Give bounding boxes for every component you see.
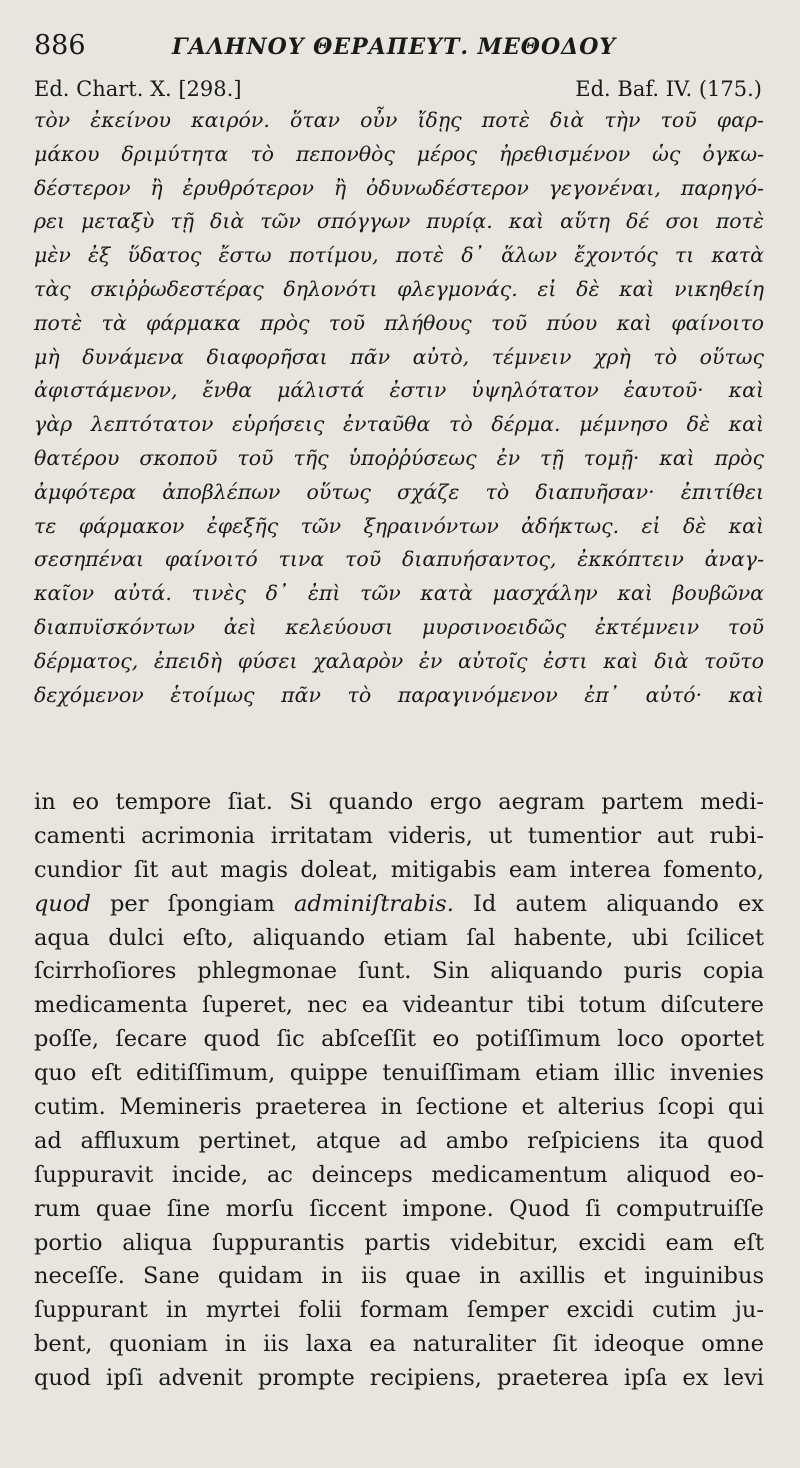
page-title: ΓΑΛΗΝΟΥ ΘΕΡΑΠΕΥΤ. ΜΕΘΟΔΟΥ [172, 34, 617, 60]
latin-text-line [34, 989, 764, 1023]
greek-text-line: τὸν ἐκείνου καιρόν. ὅταν οὖν ἴδῃς ποτὲ διὰ τὴν τοῦ φαρ- [34, 108, 764, 132]
greek-text-line: δέρματος, ἐπειδὴ φύσει χαλαρὸν ἐν αὐτοῖς ἐστι καὶ διὰ τοῦτο [34, 648, 764, 673]
text-run: ſuppuravit incide, ac deinceps medicamentum aliquod eo- [34, 1161, 764, 1188]
latin-text-line [34, 1362, 764, 1396]
italic-text: adminiſtrabis. [293, 890, 454, 917]
greek-text-line: τε φάρμακον ἐφεξῆς τῶν ξηραινόντων ἀδήκτως. εἰ δὲ καὶ [34, 513, 764, 538]
greek-text-line: μὲν ἐξ ὕδατος ἔστω ποτίμου, ποτὲ δ᾽ ἅλων ἔχοντός τι κατὰ [34, 243, 764, 268]
latin-text-line [34, 854, 764, 888]
greek-text-line: ἀφιστάμενον, ἔνθα μάλιστά ἐστιν ὑψηλότατον ἑαυτοῦ· καὶ [34, 378, 764, 403]
text-run: bent, quoniam in iis laxa ea naturaliter ſit ideoque omne [34, 1331, 764, 1358]
text-run: camenti acrimonia irritatam videris, ut tumentior aut rubi- [34, 822, 764, 849]
latin-translation [34, 786, 764, 1396]
latin-text-line [34, 1057, 764, 1091]
greek-text-line: μάκου δριμύτητα τὸ πεπονθὸς μέρος ἠρεθισμένον ὡς ὀγκω- [34, 141, 764, 166]
text-run: quod ipſi advenit prompte recipiens, praeterea ipſa ex levi [34, 1365, 764, 1392]
text-run: neceſſe. Sane quidam in iis quae in axillis et inguinibus [34, 1263, 764, 1290]
greek-text-line: σεσηπέναι φαίνοιτό τινα τοῦ διαπυήσαντος, ἐκκόπτειν ἀναγ- [34, 547, 764, 572]
edition-basel-reference: Ed. Baf. IV. (175.) [575, 77, 762, 101]
greek-text-line: μὴ δυνάμενα διαφορῆσαι πᾶν αὐτὸ, τέμνειν χρὴ τὸ οὕτως [34, 344, 764, 369]
latin-text-line [34, 1125, 764, 1159]
text-run: ſuppurant in myrtei folii formam ſemper excidi cutim ju- [34, 1297, 764, 1324]
greek-text-line: δέστερον ἢ ἐρυθρότερον ἢ ὀδυνωδέστερον γεγονέναι, παρηγό- [34, 175, 764, 200]
greek-text-line: ἀμφότερα ἀποβλέπων οὕτως σχάζε τὸ διαπυῆσαν· ἐπιτίθει [34, 479, 764, 504]
text-run: medicamenta ſuperet, nec ea videantur tibi totum diſcutere [34, 992, 764, 1019]
greek-text-line: καῖον αὐτά. τινὲς δ᾽ ἐπὶ τῶν κατὰ μασχάλην καὶ βουβῶνα [34, 581, 764, 606]
text-run: portio aliqua ſuppurantis partis videbitur, excidi eam eſt [34, 1229, 764, 1256]
greek-text-line: δεχόμενον ἑτοίμως πᾶν τὸ παραγινόμενον ἐπ᾽ αὐτό· καὶ [34, 682, 764, 707]
latin-text-line [34, 786, 764, 820]
text-run: in eo tempore ſiat. Si quando ergo aegram partem medi- [34, 789, 764, 815]
text-run: rum quae ſine morſu ſiccent impone. Quod ſi computruiſſe [34, 1195, 764, 1222]
greek-text-line: διαπυϊσκόντων ἀεὶ κελεύουσι μυρσινοειδῶς ἐκτέμνειν τοῦ [34, 614, 764, 639]
latin-text-line [34, 1023, 764, 1057]
greek-text-line: ρει μεταξὺ τῇ διὰ τῶν σπόγγων πυρίᾳ. καὶ αὕτη δέ σοι ποτὲ [34, 209, 764, 234]
latin-text-line [34, 1260, 764, 1294]
latin-text-line [34, 922, 764, 956]
text-run: aqua dulci eſto, aliquando etiam ſal habente, ubi ſcilicet [34, 924, 764, 951]
greek-text-line: ποτὲ τὰ φάρμακα πρὸς τοῦ πλήθους τοῦ πύου καὶ φαίνοιτο [34, 310, 764, 335]
text-run: per ſpongiam [90, 890, 294, 917]
greek-text [34, 104, 764, 712]
latin-text-line [34, 1159, 764, 1193]
greek-text-line: τὰς σκιῤῥωδεστέρας δηλονότι φλεγμονάς. εἰ δὲ καὶ νικηθείη [34, 276, 764, 301]
text-run: cutim. Memineris praeterea in ſectione et alterius ſcopi qui [34, 1094, 764, 1121]
greek-text-line: θατέρου σκοποῦ τοῦ τῆς ὑποῤῥύσεως ἐν τῇ τομῇ· καὶ πρὸς [34, 445, 764, 470]
latin-text-line [34, 820, 764, 854]
italic-text: quod [34, 890, 91, 917]
page-number: 886 [34, 30, 86, 61]
edition-chart-reference: Ed. Chart. X. [298.] [34, 77, 242, 101]
greek-text-line: γὰρ λεπτότατον εὑρήσεις ἐνταῦθα τὸ δέρμα. μέμνησο δὲ καὶ [34, 412, 764, 437]
text-run: Id autem aliquando ex [453, 890, 764, 917]
latin-text-line [34, 1328, 764, 1362]
latin-text-line [34, 1193, 764, 1227]
text-run: poſſe, ſecare quod ſic abſceſſit eo potiſſimum loco oportet [34, 1026, 764, 1053]
latin-text-line [34, 955, 764, 989]
latin-text-line [34, 1227, 764, 1261]
running-head [34, 28, 764, 68]
edition-references [34, 74, 762, 104]
latin-text-line [34, 1091, 764, 1125]
text-run: quo eſt editiſſimum, quippe tenuiſſimam etiam illic invenies [34, 1060, 764, 1087]
text-run: ſcirrhoſiores phlegmonae ſunt. Sin aliquando puris copia [34, 958, 764, 985]
latin-text-line [34, 1294, 764, 1328]
latin-text-line [34, 888, 764, 922]
text-run: ad affluxum pertinet, atque ad ambo reſpiciens ita quod [34, 1127, 764, 1154]
text-run: cundior ſit aut magis doleat, mitigabis eam interea fomento, [34, 856, 764, 883]
